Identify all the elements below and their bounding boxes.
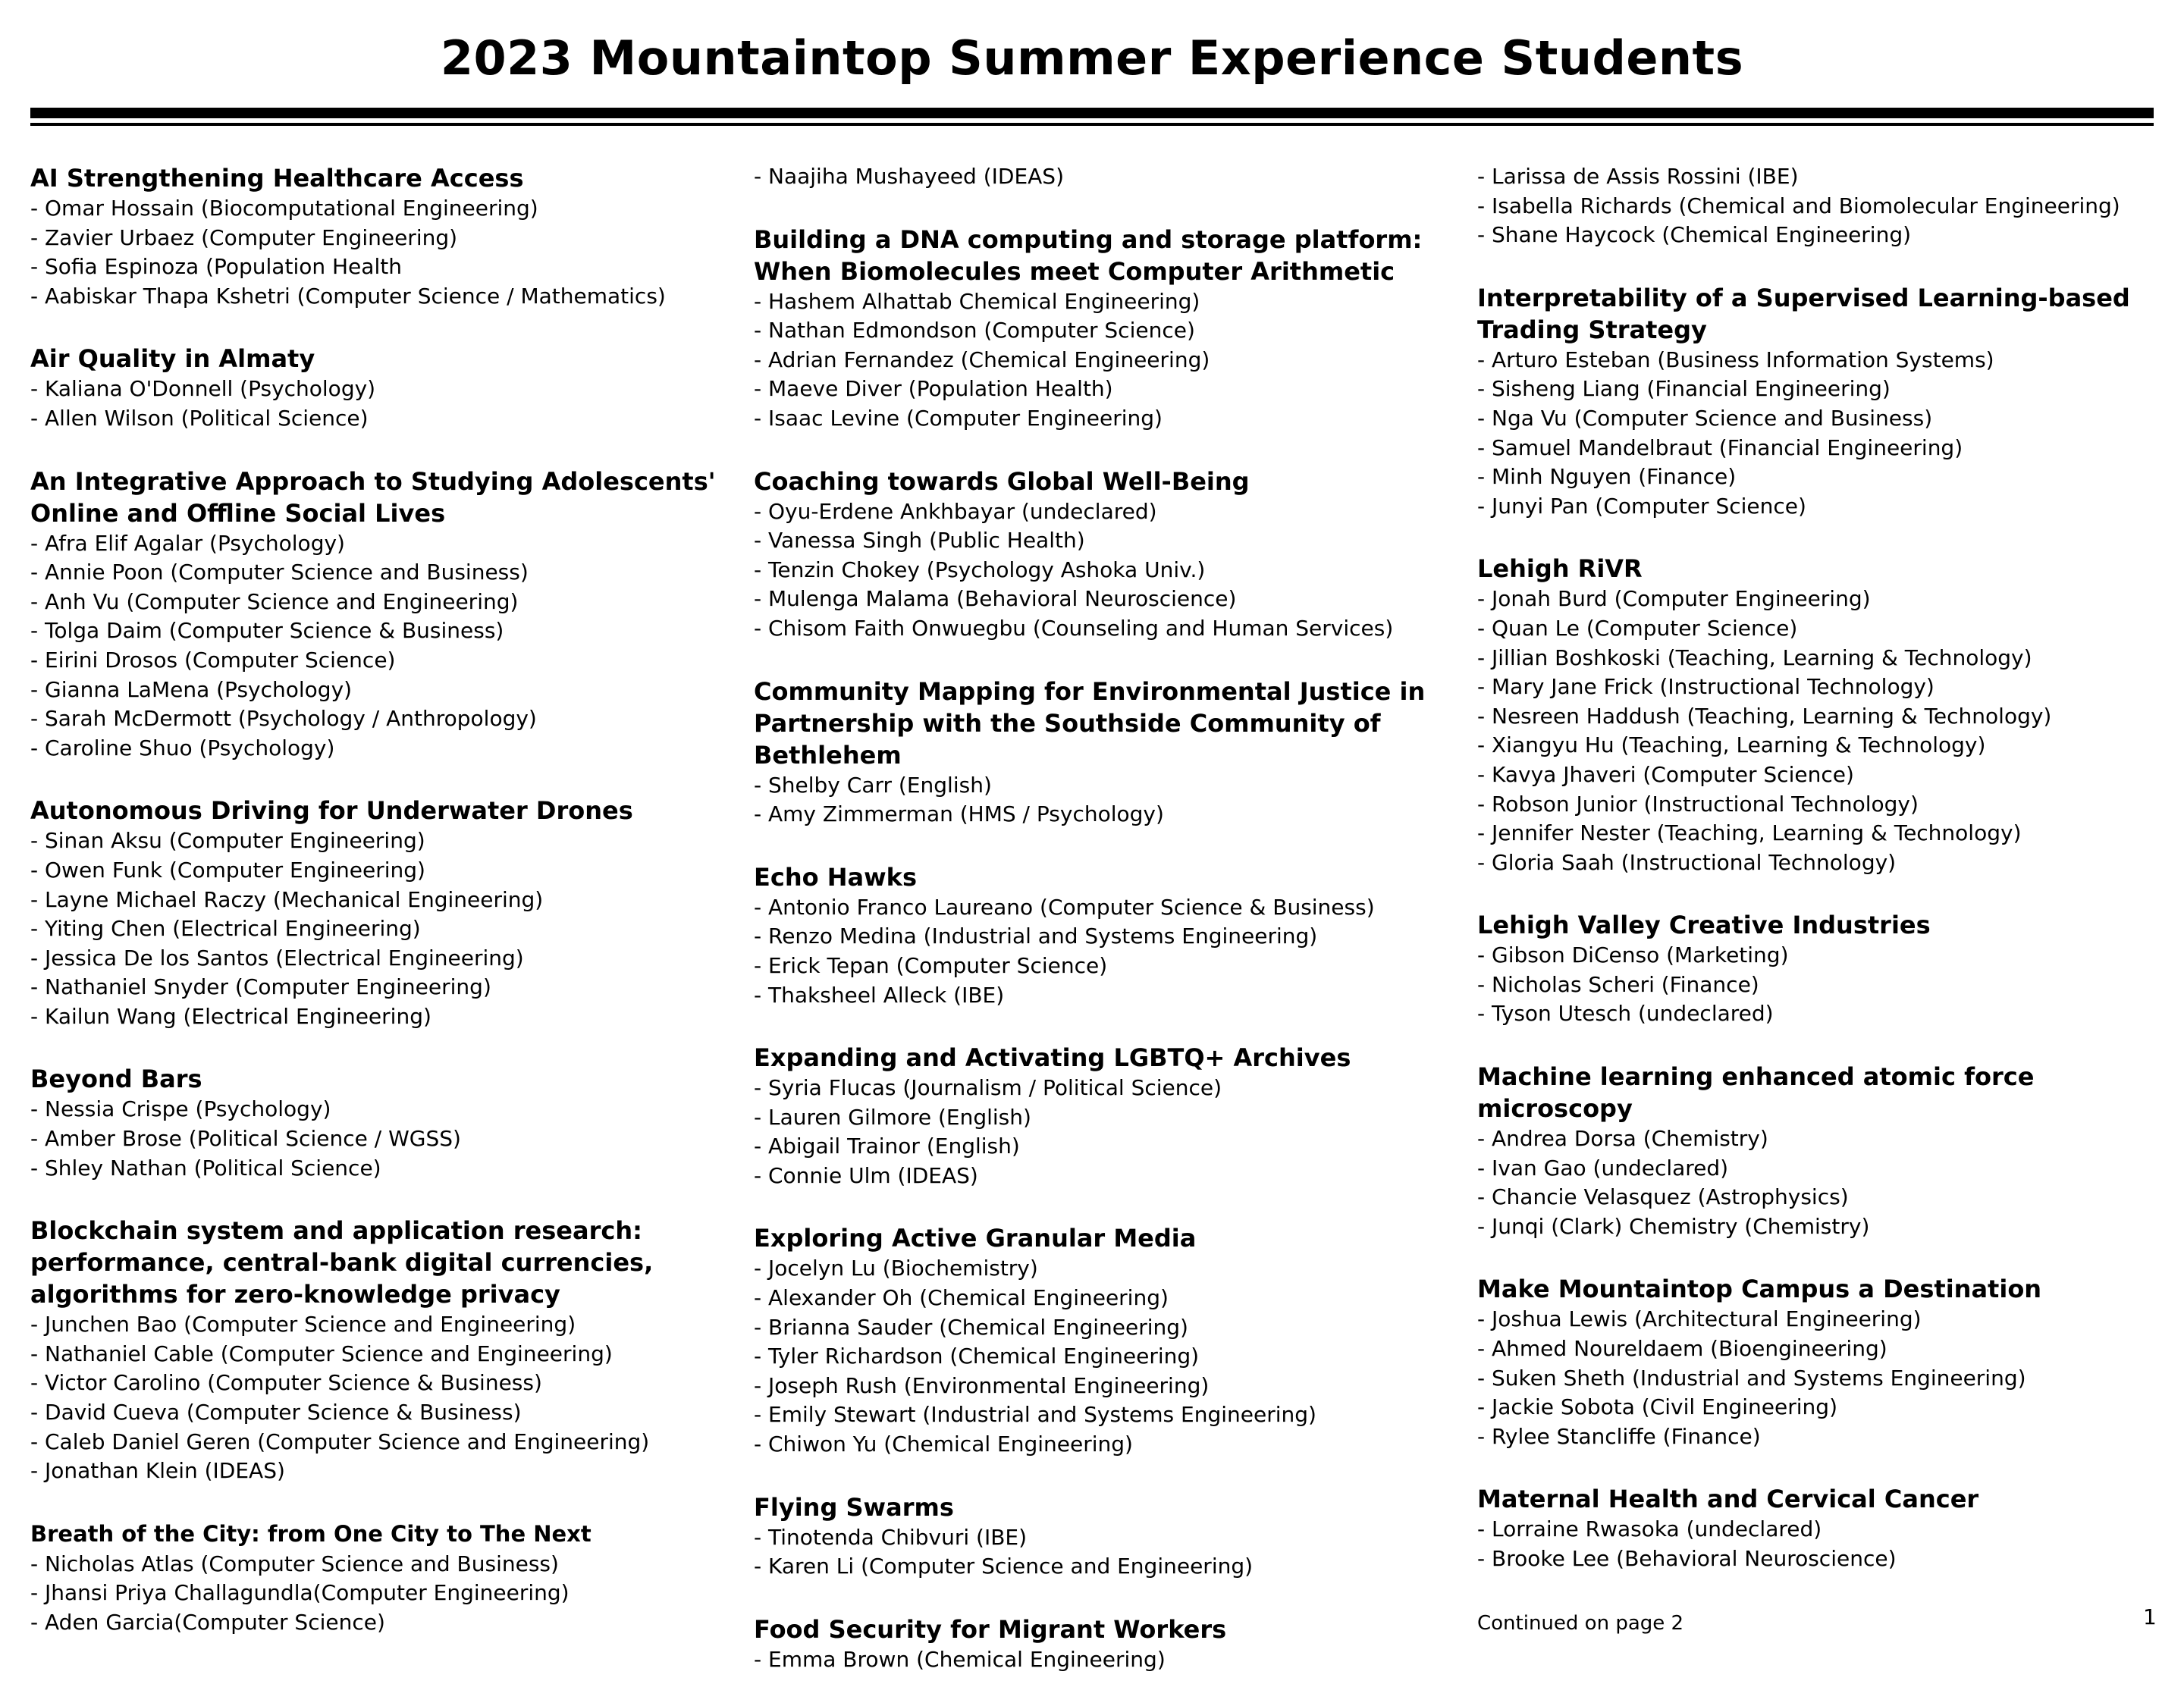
student-entry: - Tinotenda Chibvuri (IBE): [754, 1524, 1028, 1550]
project-title: Echo Hawks: [754, 862, 917, 892]
project-title: An Integrative Approach to Studying Adolescents' Online and Offline Social Lives: [30, 466, 716, 528]
student-entry: - Renzo Medina (Industrial and Systems Engineering): [754, 924, 1318, 949]
student-entry: - Antonio Franco Laureano (Computer Science & Business): [754, 894, 1375, 920]
student-entry: - Yiting Chen (Electrical Engineering): [30, 916, 421, 942]
student-entry: - Omar Hossain (Biocomputational Engineering): [30, 196, 538, 221]
title-divider-thick: [30, 108, 2154, 118]
project-title: Make Mountaintop Campus a Destination: [1477, 1275, 2042, 1304]
student-list: [30, 529, 728, 764]
student-entry: - Jonathan Klein (IDEAS): [30, 1458, 285, 1484]
student-list: [1477, 1124, 2175, 1241]
student-entry: - Mary Jane Frick (Instructional Technology): [1477, 674, 1935, 700]
project-block: [754, 1042, 1451, 1190]
project-title: Food Security for Migrant Workers: [754, 1614, 1227, 1644]
student-entry: - Suken Sheth (Industrial and Systems Engineering): [1477, 1365, 2026, 1391]
student-list: [30, 826, 728, 1031]
student-entry: - Junchen Bao (Computer Science and Engineering): [30, 1312, 576, 1338]
project-title: Community Mapping for Environmental Justice in Partnership with the Southside Community of Bethlehem: [754, 676, 1426, 770]
student-entry: - Nessia Crispe (Psychology): [30, 1096, 331, 1122]
student-entry: - Alexander Oh (Chemical Engineering): [754, 1285, 1169, 1311]
student-entry: - Mulenga Malama (Behavioral Neuroscience): [754, 586, 1237, 612]
student-entry: - Joseph Rush (Environmental Engineering): [754, 1372, 1210, 1398]
project-title: AI Strengthening Healthcare Access: [30, 164, 524, 193]
page-title: 2023 Mountaintop Summer Experience Students: [440, 30, 1744, 86]
student-entry: - Sarah McDermott (Psychology / Anthropology): [30, 706, 537, 732]
student-entry: - Victor Carolino (Computer Science & Business): [30, 1370, 542, 1396]
student-list: [1477, 941, 2175, 1029]
student-entry: - Lauren Gilmore (English): [754, 1104, 1031, 1130]
project-block: [754, 224, 1451, 434]
project-title: Interpretability of a Supervised Learning-based Trading Strategy: [1477, 283, 2130, 344]
student-list: [30, 1095, 728, 1183]
student-entry: - Connie Ulm (IDEAS): [754, 1162, 978, 1188]
student-entry: - Tenzin Chokey (Psychology Ashoka Univ.): [754, 557, 1206, 582]
student-entry: - Thaksheel Alleck (IBE): [754, 982, 1005, 1008]
project-block: [754, 162, 1451, 192]
student-list: [1477, 346, 2175, 522]
student-list: [754, 162, 1451, 192]
student-list: [754, 1254, 1451, 1459]
student-entry: - Sisheng Liang (Financial Engineering): [1477, 376, 1891, 402]
student-entry: - Jhansi Priya Challagundla(Computer Engineering): [30, 1580, 570, 1606]
continued-note: Continued on page 2: [1477, 1612, 1684, 1635]
column-3: [1477, 162, 2175, 1606]
student-entry: - Larissa de Assis Rossini (IBE): [1477, 164, 1799, 189]
student-entry: - Xiangyu Hu (Teaching, Learning & Technology): [1477, 732, 1986, 758]
student-entry: - Tyson Utesch (undeclared): [1477, 1001, 1774, 1027]
student-entry: - Caroline Shuo (Psychology): [30, 735, 335, 760]
project-title: Exploring Active Granular Media: [754, 1224, 1197, 1253]
student-entry: - Jessica De los Santos (Electrical Engineering): [30, 945, 524, 971]
student-entry: - Nathan Edmondson (Computer Science): [754, 318, 1195, 343]
student-entry: - Sinan Aksu (Computer Engineering): [30, 828, 425, 854]
project-block: [1477, 1483, 2175, 1573]
project-title: Flying Swarms: [754, 1492, 954, 1522]
student-entry: - Abigail Trainor (English): [754, 1134, 1020, 1159]
student-entry: - Arturo Esteban (Business Information Systems): [1477, 347, 1994, 372]
student-list: [754, 1645, 1451, 1675]
student-entry: - Syria Flucas (Journalism / Political Science): [754, 1075, 1222, 1101]
title-divider-thin: [30, 123, 2154, 126]
student-entry: - Brooke Lee (Behavioral Neuroscience): [1477, 1546, 1897, 1571]
student-entry: - Shane Haycock (Chemical Engineering): [1477, 222, 1912, 248]
project-block: [754, 466, 1451, 644]
project-block: [1477, 909, 2175, 1029]
project-block: [754, 1222, 1451, 1459]
student-entry: - Junyi Pan (Computer Science): [1477, 493, 1806, 519]
project-block: [1477, 553, 2175, 877]
project-title: Breath of the City: from One City to The Next: [30, 1520, 592, 1547]
student-entry: - Allen Wilson (Political Science): [30, 405, 369, 431]
student-entry: - Gianna LaMena (Psychology): [30, 676, 353, 702]
project-block: [30, 1063, 728, 1183]
student-list: [754, 497, 1451, 644]
project-block: [754, 1491, 1451, 1582]
student-entry: - Zavier Urbaez (Computer Engineering): [30, 224, 458, 250]
student-entry: - Joshua Lewis (Architectural Engineering): [1477, 1306, 1922, 1332]
student-entry: - Jackie Sobota (Civil Engineering): [1477, 1394, 1837, 1420]
student-entry: - Kavya Jhaveri (Computer Science): [1477, 761, 1854, 787]
project-block: [30, 343, 728, 433]
project-block: [30, 795, 728, 1031]
student-entry: - David Cueva (Computer Science & Business): [30, 1400, 522, 1425]
student-entry: - Owen Funk (Computer Engineering): [30, 857, 425, 883]
student-entry: - Emily Stewart (Industrial and Systems Engineering): [754, 1402, 1316, 1428]
column-1: [30, 162, 728, 1670]
student-list: [1477, 162, 2175, 250]
student-entry: - Afra Elif Agalar (Psychology): [30, 530, 345, 556]
student-list: [1477, 1515, 2175, 1573]
student-entry: - Isabella Richards (Chemical and Biomolecular Engineering): [1477, 193, 2120, 218]
student-list: [754, 893, 1451, 1010]
student-entry: - Andrea Dorsa (Chemistry): [1477, 1126, 1768, 1152]
student-entry: - Eirini Drosos (Computer Science): [30, 647, 396, 673]
student-entry: - Adrian Fernandez (Chemical Engineering): [754, 347, 1210, 372]
student-entry: - Jocelyn Lu (Biochemistry): [754, 1256, 1038, 1281]
student-entry: - Gibson DiCenso (Marketing): [1477, 942, 1789, 968]
project-title: Lehigh Valley Creative Industries: [1477, 911, 1931, 940]
student-entry: - Nga Vu (Computer Science and Business): [1477, 405, 1933, 431]
project-block: [754, 1613, 1451, 1675]
student-entry: - Nesreen Haddush (Teaching, Learning & Technology): [1477, 703, 2052, 729]
student-list: [30, 1310, 728, 1486]
student-list: [30, 1550, 728, 1638]
student-entry: - Karen Li (Computer Science and Engineering): [754, 1554, 1254, 1579]
project-title: Maternal Health and Cervical Cancer: [1477, 1485, 1979, 1514]
student-entry: - Vanessa Singh (Public Health): [754, 528, 1085, 554]
student-entry: - Robson Junior (Instructional Technology): [1477, 791, 1919, 817]
student-entry: - Shelby Carr (English): [754, 772, 992, 798]
student-entry: - Aden Garcia(Computer Science): [30, 1610, 385, 1635]
student-list: [30, 194, 728, 311]
project-title: Air Quality in Almaty: [30, 344, 315, 374]
student-entry: - Amy Zimmerman (HMS / Psychology): [754, 801, 1164, 827]
student-entry: - Kailun Wang (Electrical Engineering): [30, 1003, 431, 1029]
project-block: [754, 676, 1451, 829]
project-block: [1477, 1273, 2175, 1451]
student-entry: - Quan Le (Computer Science): [1477, 615, 1798, 641]
student-entry: - Hashem Alhattab Chemical Engineering): [754, 288, 1200, 314]
student-list: [754, 1074, 1451, 1190]
student-list: [1477, 1305, 2175, 1451]
student-entry: - Caleb Daniel Geren (Computer Science and Engineering): [30, 1428, 650, 1454]
student-entry: - Oyu-Erdene Ankhbayar (undeclared): [754, 498, 1157, 524]
student-entry: - Junqi (Clark) Chemistry (Chemistry): [1477, 1213, 1870, 1239]
project-title: Building a DNA computing and storage platform: When Biomolecules meet Computer Arithmetic: [754, 224, 1423, 286]
student-entry: - Maeve Diver (Population Health): [754, 376, 1113, 402]
student-entry: - Jonah Burd (Computer Engineering): [1477, 586, 1871, 612]
project-title: Autonomous Driving for Underwater Drones: [30, 796, 633, 826]
student-list: [1477, 585, 2175, 877]
project-block: [1477, 1061, 2175, 1241]
student-entry: - Ivan Gao (undeclared): [1477, 1155, 1729, 1181]
student-entry: - Shley Nathan (Political Science): [30, 1155, 381, 1181]
project-block: [30, 1215, 728, 1486]
student-entry: - Kaliana O'Donnell (Psychology): [30, 376, 376, 402]
project-block: [30, 162, 728, 311]
student-entry: - Annie Poon (Computer Science and Business): [30, 560, 529, 585]
student-entry: - Aabiskar Thapa Kshetri (Computer Science / Mathematics): [30, 283, 666, 309]
student-entry: - Nathaniel Snyder (Computer Engineering): [30, 974, 491, 1000]
column-2: [754, 162, 1451, 1706]
student-entry: - Erick Tepan (Computer Science): [754, 952, 1108, 978]
project-title: Beyond Bars: [30, 1065, 202, 1094]
student-entry: - Gloria Saah (Instructional Technology): [1477, 849, 1897, 875]
student-entry: - Naajiha Mushayeed (IDEAS): [754, 164, 1065, 189]
project-block: [754, 861, 1451, 1010]
student-entry: - Emma Brown (Chemical Engineering): [754, 1646, 1166, 1672]
student-list: [30, 375, 728, 433]
student-entry: - Layne Michael Raczy (Mechanical Engineering): [30, 886, 544, 912]
project-title: Expanding and Activating LGBTQ+ Archives: [754, 1043, 1351, 1073]
project-title: Lehigh RiVR: [1477, 554, 1643, 584]
student-entry: - Minh Nguyen (Finance): [1477, 464, 1737, 490]
student-entry: - Nicholas Atlas (Computer Science and Business): [30, 1551, 559, 1576]
student-entry: - Brianna Sauder (Chemical Engineering): [754, 1314, 1188, 1340]
student-entry: - Rylee Stancliffe (Finance): [1477, 1423, 1761, 1449]
student-entry: - Ahmed Noureldaem (Bioengineering): [1477, 1336, 1887, 1362]
student-list: [754, 1523, 1451, 1582]
project-title: Coaching towards Global Well-Being: [754, 466, 1250, 496]
project-block: [30, 1518, 728, 1638]
student-entry: - Lorraine Rwasoka (undeclared): [1477, 1516, 1822, 1542]
project-title: Blockchain system and application research: performance, central-bank digital currencies, algorithms for zero-knowledge privacy: [30, 1216, 654, 1309]
student-list: [754, 287, 1451, 434]
student-entry: - Amber Brose (Political Science / WGSS): [30, 1126, 461, 1152]
student-entry: - Tolga Daim (Computer Science & Business): [30, 618, 504, 644]
project-block: [30, 466, 728, 764]
student-entry: - Chancie Velasquez (Astrophysics): [1477, 1184, 1849, 1210]
student-entry: - Isaac Levine (Computer Engineering): [754, 405, 1163, 431]
student-entry: - Nathaniel Cable (Computer Science and Engineering): [30, 1341, 613, 1366]
student-entry: - Samuel Mandelbraut (Financial Engineering): [1477, 434, 1963, 460]
project-block: [1477, 162, 2175, 250]
project-title: Machine learning enhanced atomic force microscopy: [1477, 1062, 2035, 1124]
student-entry: - Anh Vu (Computer Science and Engineering): [30, 588, 519, 614]
student-entry: - Sofia Espinoza (Population Health: [30, 254, 402, 280]
student-list: [754, 771, 1451, 829]
student-entry: - Chiwon Yu (Chemical Engineering): [754, 1432, 1133, 1457]
student-entry: - Tyler Richardson (Chemical Engineering): [754, 1344, 1200, 1369]
student-entry: - Chisom Faith Onwuegbu (Counseling and Human Services): [754, 615, 1394, 641]
student-entry: - Jillian Boshkoski (Teaching, Learning & Technology): [1477, 644, 2032, 670]
student-entry: - Jennifer Nester (Teaching, Learning & Technology): [1477, 820, 2022, 846]
project-block: [1477, 282, 2175, 522]
student-entry: - Nicholas Scheri (Finance): [1477, 971, 1759, 997]
page-number: 1: [2143, 1604, 2157, 1629]
